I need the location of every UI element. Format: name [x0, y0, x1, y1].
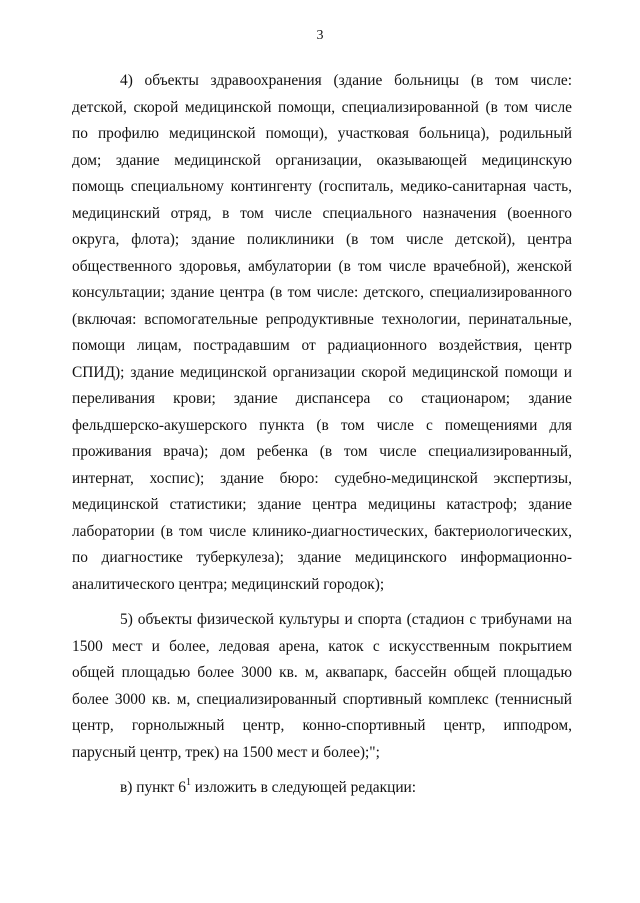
amendment-text-start: в) пункт 6 — [120, 779, 186, 796]
text-line: более 3000 кв. м, специализированный спортивный комплекс (теннисный — [72, 690, 572, 708]
paragraph-amendment-instruction — [72, 775, 572, 802]
text-line: 1500 мест и более, ледовая арена, каток с искусственным покрытием — [72, 637, 572, 655]
paragraph-healthcare-objects — [72, 68, 572, 598]
text-line: детской, скорой медицинской помощи, специализированной (в том числе — [72, 98, 572, 116]
text-line: 4) объекты здравоохранения (здание больницы (в том числе: — [120, 72, 572, 89]
document-body — [72, 68, 572, 802]
text-line: медицинский отряд, в том числе специального назначения (военного — [72, 204, 572, 222]
text-line: лаборатории (в том числе клинико-диагностических, бактериологических, — [72, 522, 572, 540]
text-line — [72, 775, 572, 802]
text-line: помощи лицам, пострадавшим от радиационного воздействия, центр — [72, 337, 572, 354]
text-line: по диагностике туберкулеза); здание медицинского информационно- — [72, 549, 572, 566]
text-line: проживания врача); дом ребенка (в том числе специализированный, — [72, 443, 572, 460]
amendment-text-end: изложить в следующей редакции: — [190, 779, 417, 796]
text-line: дом; здание медицинской организации, оказывающей медицинскую — [72, 151, 572, 169]
paragraph-sports-objects — [72, 607, 572, 766]
text-line: интернат, хоспис); здание бюро: судебно-медицинской экспертизы, — [72, 469, 572, 487]
text-line: СПИД); здание медицинской организации скорой медицинской помощи и — [72, 363, 572, 381]
text-line: общественного здоровья, амбулатории (в том числе врачебной), женской — [72, 257, 572, 275]
text-line: парусный центр, трек) на 1500 мест и более);"; — [72, 743, 380, 761]
text-line: аналитического центра; медицинский городок); — [72, 575, 385, 593]
text-line: (включая: вспомогательные репродуктивные технологии, перинатальные, — [72, 310, 572, 328]
text-line: медицинской статистики; здание центра медицины катастроф; здание — [72, 496, 572, 513]
text-line: фельдшерско-акушерского пункта (в том числе с помещениями для — [72, 416, 572, 434]
text-line: помощь специальному контингенту (госпиталь, медико-санитарная часть, — [72, 178, 572, 195]
text-line: консультации; здание центра (в том числе: детского, специализированного — [72, 284, 572, 301]
text-line: общей площадью более 3000 кв. м, аквапарк, бассейн общей площадью — [72, 664, 572, 681]
superscript-index: 1 — [185, 776, 191, 788]
page-number: 3 — [316, 28, 324, 43]
text-line: центр, горнолыжный центр, конно-спортивный центр, ипподром, — [72, 717, 572, 734]
text-line: округа, флота); здание поликлиники (в том числе детской), центра — [72, 231, 572, 248]
text-line: по профилю медицинской помощи), участковая больница), родильный — [72, 125, 572, 142]
text-line: 5) объекты физической культуры и спорта (стадион с трибунами на — [120, 611, 572, 628]
text-line: переливания крови; здание диспансера со стационаром; здание — [72, 390, 572, 407]
